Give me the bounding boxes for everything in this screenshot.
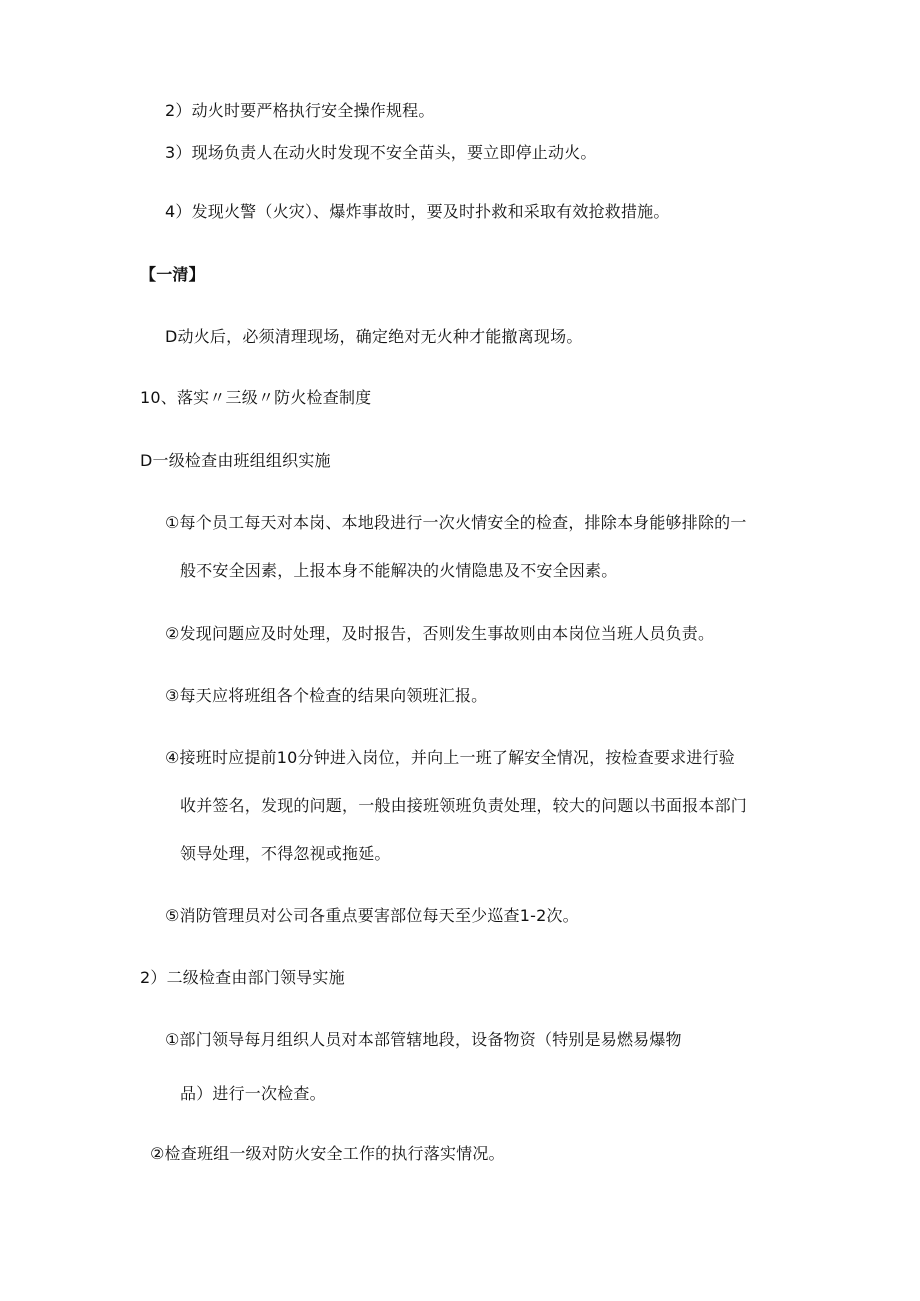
text-line: 4）发现火警（火灾）、爆炸事故时，要及时扑救和采取有效抢救措施。 bbox=[165, 202, 670, 221]
text-line: ⑤消防管理员对公司各重点要害部位每天至少巡查1-2次。 bbox=[165, 906, 579, 925]
text-line: 3）现场负责人在动火时发现不安全苗头，要立即停止动火。 bbox=[165, 143, 597, 162]
text-line: 领导处理，不得忽视或拖延。 bbox=[180, 844, 391, 863]
text-line: 般不安全因素，上报本身不能解决的火情隐患及不安全因素。 bbox=[180, 561, 618, 580]
text-line: 10、落实〃三级〃防火检查制度 bbox=[140, 388, 372, 407]
text-line: 品）进行一次检查。 bbox=[180, 1084, 326, 1103]
text-line: ④接班时应提前10分钟进入岗位，并向上一班了解安全情况，按检查要求进行验 bbox=[165, 748, 735, 767]
text-line: ①部门领导每月组织人员对本部管辖地段，设备物资（特别是易燃易爆物 bbox=[165, 1030, 682, 1049]
text-line: ②发现问题应及时处理，及时报告，否则发生事故则由本岗位当班人员负责。 bbox=[165, 624, 715, 643]
text-line: D动火后，必须清理现场，确定绝对无火种才能撤离现场。 bbox=[165, 327, 583, 346]
text-line: D一级检查由班组组织实施 bbox=[140, 451, 331, 470]
text-line: ②检查班组一级对防火安全工作的执行落实情况。 bbox=[150, 1144, 505, 1163]
text-line: ①每个员工每天对本岗、本地段进行一次火情安全的检查，排除本身能够排除的一 bbox=[165, 513, 747, 532]
text-line: 2）动火时要严格执行安全操作规程。 bbox=[165, 101, 435, 120]
text-line: ③每天应将班组各个检查的结果向领班汇报。 bbox=[165, 686, 488, 705]
section-heading: 【一清】 bbox=[140, 265, 205, 284]
text-line: 收并签名，发现的问题，一般由接班领班负责处理，较大的问题以书面报本部门 bbox=[180, 796, 748, 815]
text-line: 2）二级检查由部门领导实施 bbox=[140, 968, 345, 987]
